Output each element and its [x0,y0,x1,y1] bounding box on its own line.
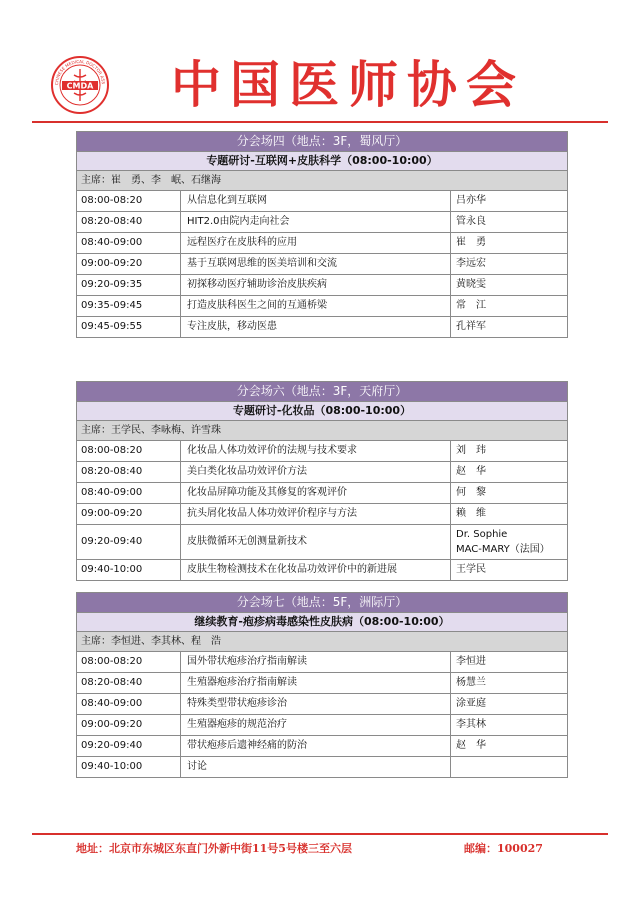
speaker-cell: 涂亚庭 [456,698,486,709]
topic-cell: HIT2.0由院内走向社会 [181,212,451,232]
table-row [77,212,567,233]
table-row [77,441,567,462]
org-title: 中国医师协会 [171,55,525,114]
speaker-cell: 黄晓雯 [456,279,486,290]
speaker-cell: 吕亦华 [456,195,486,206]
table-row [77,652,567,673]
speaker-cell [451,525,567,559]
topic-cell: 基于互联网思维的医美培训和交流 [181,254,451,274]
speaker-name: Dr. Sophie [456,529,508,540]
speaker-cell: 赵 华 [456,466,486,477]
topic-cell: 生殖器疱疹治疗指南解读 [181,673,451,693]
time-cell: 09:00-09:20 [77,504,181,524]
speaker-cell: 赵 华 [456,740,486,751]
logo-text: CMDA [66,81,94,91]
topic-cell: 美白类化妆品功效评价方法 [181,462,451,482]
table-row [77,317,567,337]
speaker-cell: 管永良 [456,216,486,227]
table-row [77,296,567,317]
session-title: 分会场六（地点：3F，天府厅） [77,382,567,402]
topic-cell: 化妆品人体功效评价的法规与技术要求 [181,441,451,461]
topic-cell: 皮肤微循环无创测量新技术 [181,525,451,559]
footer-divider [32,833,608,835]
table-row [77,736,567,757]
table-row [77,525,567,560]
logo-ring-text: CHINESE MEDICAL DOCTOR ASS [53,58,107,86]
time-cell: 09:35-09:45 [77,296,181,316]
session-chair: 主席：崔 勇、李 岷、石继海 [77,171,567,191]
table-row [77,694,567,715]
session-subtitle: 继续教育-疱疹病毒感染性皮肤病（08:00-10:00） [77,613,567,632]
cmda-logo [50,55,110,115]
time-cell: 08:40-09:00 [77,483,181,503]
footer-address: 地址：北京市东城区东直门外新中街11号5号楼三至六层 [76,842,352,855]
speaker-cell: 何 黎 [456,487,486,498]
session-title: 分会场四（地点：3F，蜀风厅） [77,132,567,152]
time-cell: 08:40-09:00 [77,694,181,714]
topic-cell: 专注皮肤，移动医患 [181,317,451,337]
speaker-cell: 赖 维 [456,508,486,519]
session-table [76,131,568,338]
time-cell: 09:20-09:40 [77,736,181,756]
topic-cell: 国外带状疱疹治疗指南解读 [181,652,451,672]
topic-cell: 初探移动医疗辅助诊治皮肤疾病 [181,275,451,295]
time-cell: 09:00-09:20 [77,254,181,274]
speaker-name-line2: MAC-MARY（法国） [456,544,550,555]
speaker-cell: 杨慧兰 [456,677,486,688]
table-row [77,757,567,777]
time-cell: 08:20-08:40 [77,212,181,232]
table-row [77,191,567,212]
time-cell: 08:00-08:20 [77,191,181,211]
header-divider [32,121,608,123]
speaker-cell: 崔 勇 [456,237,486,248]
table-row [77,504,567,525]
footer-zip: 邮编：100027 [464,842,543,855]
speaker-cell [451,757,567,777]
topic-cell: 从信息化到互联网 [181,191,451,211]
time-cell: 09:20-09:35 [77,275,181,295]
table-row [77,560,567,580]
time-cell: 09:00-09:20 [77,715,181,735]
topic-cell: 化妆品屏障功能及其修复的客观评价 [181,483,451,503]
speaker-cell: 李其林 [456,719,486,730]
topic-cell: 生殖器疱疹的规范治疗 [181,715,451,735]
table-row [77,715,567,736]
session-chair: 主席：王学民、李咏梅、许雪珠 [77,421,567,441]
topic-cell: 远程医疗在皮肤科的应用 [181,233,451,253]
speaker-cell: 李恒进 [456,656,486,667]
time-cell: 09:45-09:55 [77,317,181,337]
session-table [76,592,568,778]
speaker-cell: 李远宏 [456,258,486,269]
speaker-cell: 常 江 [456,300,486,311]
topic-cell: 讨论 [181,757,451,777]
topic-cell: 抗头屑化妆品人体功效评价程序与方法 [181,504,451,524]
table-row [77,483,567,504]
time-cell: 09:20-09:40 [77,525,181,559]
page-header [0,0,640,122]
table-row [77,233,567,254]
time-cell: 08:20-08:40 [77,462,181,482]
table-row [77,673,567,694]
time-cell: 08:20-08:40 [77,673,181,693]
table-row [77,254,567,275]
session-chair: 主席：李恒进、李其林、程 浩 [77,632,567,652]
speaker-cell: 刘 玮 [456,445,486,456]
time-cell: 08:40-09:00 [77,233,181,253]
time-cell: 08:00-08:20 [77,652,181,672]
session-table [76,381,568,581]
topic-cell: 特殊类型带状疱疹诊治 [181,694,451,714]
topic-cell: 带状疱疹后遗神经痛的防治 [181,736,451,756]
speaker-cell: 孔祥军 [456,321,486,332]
time-cell: 09:40-10:00 [77,757,181,777]
speaker-cell: 王学民 [456,564,486,575]
session-subtitle: 专题研讨-互联网+皮肤科学（08:00-10:00） [77,152,567,171]
session-title: 分会场七（地点：5F，洲际厅） [77,593,567,613]
topic-cell: 皮肤生物检测技术在化妆品功效评价中的新进展 [181,560,451,580]
topic-cell: 打造皮肤科医生之间的互通桥梁 [181,296,451,316]
table-row [77,275,567,296]
time-cell: 08:00-08:20 [77,441,181,461]
time-cell: 09:40-10:00 [77,560,181,580]
session-subtitle: 专题研讨-化妆品（08:00-10:00） [77,402,567,421]
table-row [77,462,567,483]
